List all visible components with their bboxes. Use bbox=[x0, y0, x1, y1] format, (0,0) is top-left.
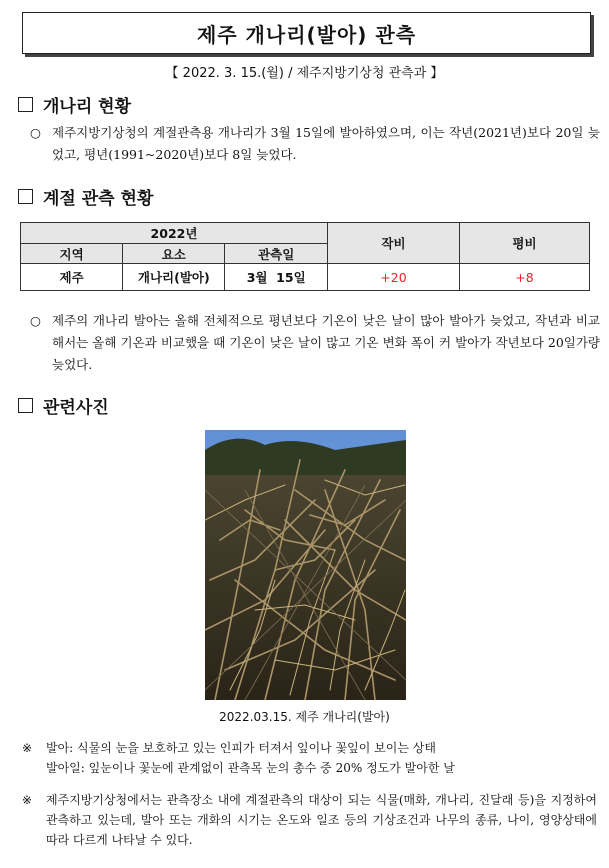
status-paragraph: ○ 제주지방기상청의 계절관측용 개나리가 3월 15일에 발아하였으며, 이는 작년(2021년)보다 20일 늦었고, 평년(1991~2020년)보다 8일 늦었다. bbox=[30, 122, 600, 166]
normal-header: 평비 bbox=[460, 223, 590, 264]
checkbox-square-icon bbox=[18, 398, 33, 413]
element-header: 요소 bbox=[123, 244, 225, 264]
normal-diff-cell: +8 bbox=[460, 264, 590, 291]
date-cell: 3월 15일 bbox=[225, 264, 328, 291]
element-cell: 개나리(발아) bbox=[123, 264, 225, 291]
date-header: 관측일 bbox=[225, 244, 328, 264]
circle-bullet-icon: ○ bbox=[30, 125, 41, 140]
section-heading-photos: 관련사진 bbox=[18, 393, 109, 418]
circle-bullet-icon: ○ bbox=[30, 313, 41, 328]
year-header: 2022년 bbox=[21, 223, 328, 244]
analysis-paragraph: ○ 제주의 개나리 발아는 올해 전체적으로 평년보다 기온이 낮은 날이 많아 발아가 늦었고, 작년과 비교해서는 올해 기온과 비교했을 때 기온이 낮은 날이 많고 기온 변화 폭이 커 발아가 작년보다 20일가량 늦었다. bbox=[30, 310, 600, 376]
photo-caption: 2022.03.15. 제주 개나리(발아) bbox=[219, 710, 390, 724]
region-cell: 제주 bbox=[21, 264, 123, 291]
definition-note: ※ 발아: 식물의 눈을 보호하고 있는 인피가 터져서 잎이나 꽃잎이 보이는 상태 발아일: 잎눈이나 꽃눈에 관계없이 관측목 눈의 총수 중 20% 정도가 발아한 날 bbox=[22, 738, 597, 778]
methodology-note: ※ 제주지방기상청에서는 관측장소 내에 계절관측의 대상이 되는 식물(매화, 개나리, 진달래 등)을 지정하여 관측하고 있는데, 발아 또는 개화의 시기는 온도와 일조 등의 기상조건과 나무의 종류, 나이, 영양상태에 따라 다르게 나타날 수 있다. bbox=[22, 790, 597, 850]
reference-mark-icon: ※ bbox=[22, 793, 33, 807]
observation-table bbox=[20, 222, 590, 291]
title-text: 제주 개나리(발아) 관측 bbox=[196, 22, 417, 47]
section-heading-status: 개나리 현황 bbox=[18, 92, 131, 117]
last-year-header: 작비 bbox=[327, 223, 459, 264]
checkbox-square-icon bbox=[18, 97, 33, 112]
table-row bbox=[21, 264, 590, 291]
forsythia-photo bbox=[205, 430, 406, 700]
section-heading-observation: 계절 관측 현황 bbox=[18, 184, 153, 209]
date-department-line: 【 2022. 3. 15.(월) / 제주지방기상청 관측과 】 bbox=[165, 66, 444, 81]
checkbox-square-icon bbox=[18, 189, 33, 204]
region-header: 지역 bbox=[21, 244, 123, 264]
reference-mark-icon: ※ bbox=[22, 741, 33, 755]
last-year-diff-cell: +20 bbox=[327, 264, 459, 291]
document-title bbox=[22, 12, 591, 54]
